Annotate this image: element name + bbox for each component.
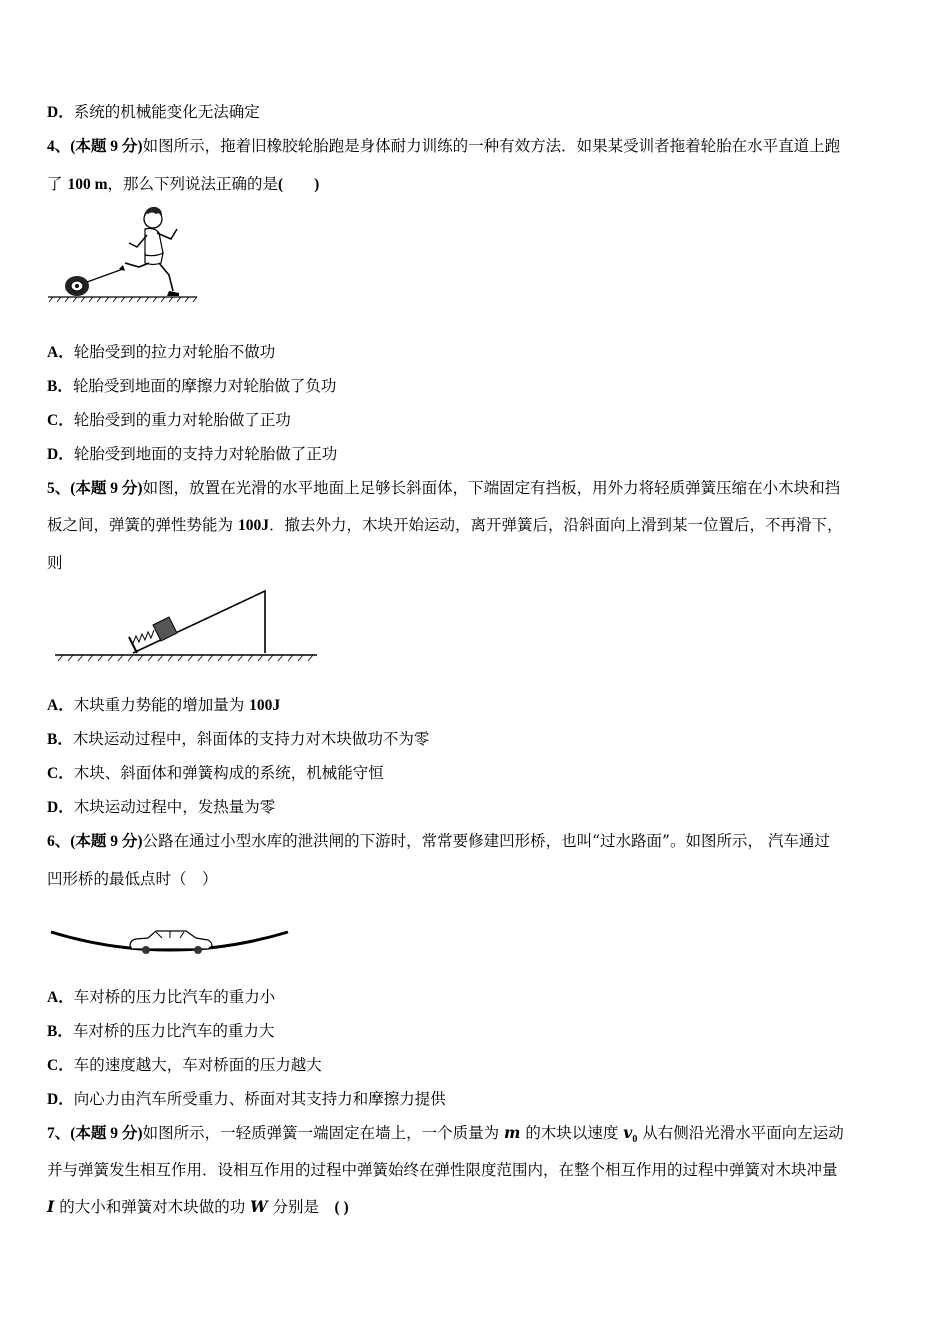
stem-text: 分别是 <box>267 1198 335 1216</box>
question-stem: 如图，放置在光滑的水平地面上足够长斜面体，下端固定有挡板，用外力将轻质弹簧压缩在小木块和挡 <box>142 479 841 497</box>
option-letter: A． <box>47 697 74 714</box>
math-var-v: v <box>623 1123 633 1142</box>
math-subscript: 0 <box>632 1134 638 1146</box>
q6-stem-line-1 <box>47 831 830 852</box>
option-letter: A． <box>47 344 74 361</box>
math-var-i: I <box>47 1197 55 1216</box>
option-text: 轮胎受到地面的支持力对轮胎做了正功 <box>73 445 338 463</box>
math-var-w: W <box>250 1197 268 1216</box>
question-score: (本题 9 分) <box>70 138 143 155</box>
stem-value: 100J <box>237 517 269 534</box>
stem-text: 板之间，弹簧的弹性势能为 <box>47 516 238 534</box>
option-text: 木块重力势能的增加量为 <box>73 696 250 714</box>
q7-stem-line-2 <box>47 1160 838 1180</box>
q5-option-c <box>47 763 384 784</box>
option-text: 轮胎受到的拉力对轮胎不做功 <box>73 343 276 361</box>
math-var-m: m <box>504 1123 521 1142</box>
stem-text: 的木块以速度 <box>520 1124 624 1142</box>
option-letter: A． <box>47 989 74 1006</box>
q7-stem-line-1 <box>47 1123 844 1150</box>
stem-text: 如图所示，一轻质弹簧一端固定在墙上，一个质量为 <box>142 1124 505 1142</box>
q5-stem-line-1 <box>47 478 840 499</box>
option-text: 向心力由汽车所受重力、桥面对其支持力和摩擦力提供 <box>73 1090 446 1108</box>
option-letter: C． <box>47 765 74 782</box>
q4-option-a <box>47 342 275 363</box>
q4-option-b <box>47 376 336 397</box>
q4-option-c <box>47 410 291 431</box>
option-text: 木块、斜面体和弹簧构成的系统，机械能守恒 <box>73 764 384 782</box>
q4-stem-line-1 <box>47 136 840 157</box>
concave-bridge-car-figure <box>48 920 298 965</box>
stem-text: 从右侧沿光滑水平面向左运动 <box>637 1124 844 1142</box>
option-text: 车的速度越大，车对桥面的压力越大 <box>73 1056 322 1074</box>
answer-bracket: ( ) <box>334 1199 349 1216</box>
q5-option-b <box>47 729 429 750</box>
option-letter: D． <box>47 799 74 816</box>
option-letter: B． <box>47 378 73 395</box>
question-score: (本题 9 分) <box>70 833 143 850</box>
option-letter: C． <box>47 1057 74 1074</box>
incline-spring-block-figure <box>45 585 325 665</box>
q4-option-d <box>47 444 337 465</box>
option-text: 车对桥的压力比汽车的重力大 <box>72 1022 275 1040</box>
option-text: 轮胎受到的重力对轮胎做了正功 <box>73 411 291 429</box>
q7-stem-line-3 <box>47 1197 349 1218</box>
q5-option-a <box>47 695 280 716</box>
question-score: (本题 9 分) <box>70 1125 143 1142</box>
question-score: (本题 9 分) <box>70 480 143 497</box>
option-text: 木块运动过程中，发热量为零 <box>73 798 276 816</box>
runner-tire-figure <box>45 205 205 305</box>
stem-text: 则 <box>47 554 63 572</box>
q4-stem-line-2 <box>47 174 319 195</box>
q6-option-c <box>47 1055 322 1076</box>
stem-text: ．撤去外力，木块开始运动，离开弹簧后，沿斜面向上滑到某一位置后，不再滑下， <box>268 516 843 534</box>
stem-value: 100 m <box>67 176 108 193</box>
q3-option-d <box>47 102 260 123</box>
option-letter: C． <box>47 412 74 429</box>
q5-option-d <box>47 797 275 818</box>
q6-option-d <box>47 1089 446 1110</box>
question-number: 7、 <box>47 1125 71 1142</box>
question-stem: 公路在通过小型水库的泄洪闸的下游时，常常要修建凹形桥，也叫“过水路面”。如图所示， 汽车通过 <box>142 832 830 850</box>
question-number: 5、 <box>47 480 71 497</box>
option-letter: B． <box>47 1023 73 1040</box>
option-letter: B． <box>47 731 73 748</box>
option-text: 系统的机械能变化无法确定 <box>73 103 260 121</box>
option-value: 100J <box>249 697 281 714</box>
stem-text: 凹形桥的最低点时（ ） <box>47 870 218 888</box>
question-stem: 如图所示，拖着旧橡胶轮胎跑是身体耐力训练的一种有效方法．如果某受训者拖着轮胎在水平直道上跑 <box>142 137 841 155</box>
option-letter: D． <box>47 1091 74 1108</box>
stem-text: 并与弹簧发生相互作用．设相互作用的过程中弹簧始终在弹性限度范围内，在整个相互作用的过程中弹簧对木块冲量 <box>47 1161 838 1179</box>
question-number: 4、 <box>47 138 71 155</box>
option-letter: D． <box>47 446 74 463</box>
stem-text: 的大小和弹簧对木块做的功 <box>54 1198 251 1216</box>
q6-stem-line-2 <box>47 869 218 889</box>
option-letter: D． <box>47 104 74 121</box>
question-number: 6、 <box>47 833 71 850</box>
answer-bracket: ( ) <box>278 176 320 193</box>
q6-option-a <box>47 987 275 1008</box>
q5-stem-line-3 <box>47 553 63 573</box>
stem-text: 了 <box>47 175 68 193</box>
option-text: 轮胎受到地面的摩擦力对轮胎做了负功 <box>72 377 337 395</box>
option-text: 车对桥的压力比汽车的重力小 <box>73 988 276 1006</box>
q5-stem-line-2 <box>47 515 842 536</box>
stem-text: ，那么下列说法正确的是 <box>107 175 278 193</box>
q6-option-b <box>47 1021 274 1042</box>
option-text: 木块运动过程中，斜面体的支持力对木块做功不为零 <box>72 730 430 748</box>
